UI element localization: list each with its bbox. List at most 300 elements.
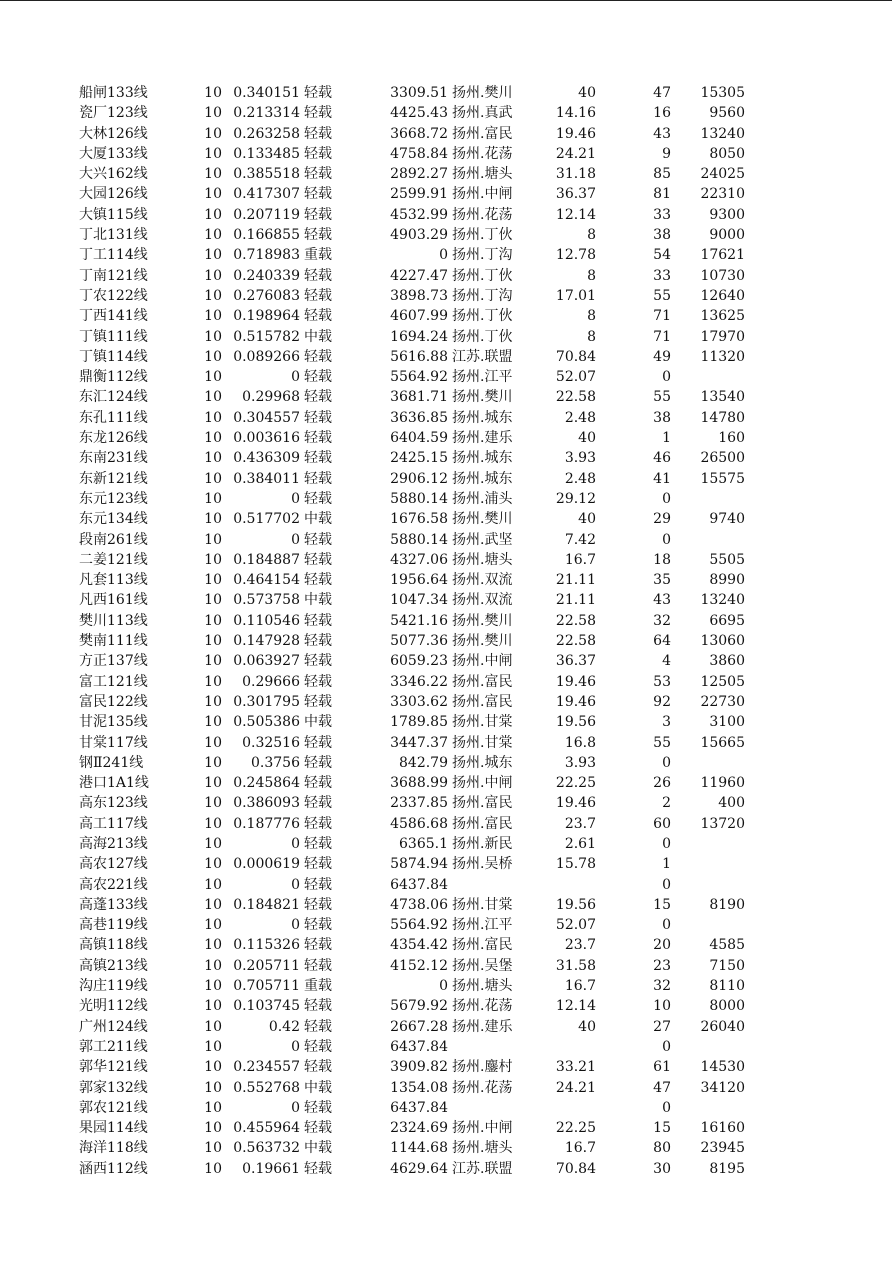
capacity-cell: 9300 [709,206,745,223]
capacity-cell: 8110 [709,978,745,995]
margin-value-cell: 6365.1 [399,835,448,852]
load-rate-cell: 0.115326 [233,937,300,954]
load-rate-cell: 0 [291,1099,300,1116]
count-cell: 0 [662,876,671,893]
distance-cell: 3.93 [564,450,596,467]
line-name-cell: 大厦133线 [79,145,148,162]
voltage-cell: 10 [204,369,222,386]
table-row [0,327,892,347]
count-cell: 64 [653,633,671,650]
load-status-cell: 中载 [304,1140,332,1157]
load-rate-cell: 0.245864 [233,775,300,792]
voltage-cell: 10 [204,267,222,284]
load-rate-cell: 0.205711 [233,957,300,974]
margin-value-cell: 3447.37 [390,734,448,751]
capacity-cell: 8190 [709,896,745,913]
capacity-cell: 24025 [700,166,745,183]
load-status-cell: 轻载 [304,815,332,832]
voltage-cell: 10 [204,795,222,812]
count-cell: 15 [653,1120,671,1137]
load-status-cell: 轻载 [304,267,332,284]
distance-cell: 8 [587,267,596,284]
margin-value-cell: 4425.43 [390,105,448,122]
margin-value-cell: 4903.29 [390,227,448,244]
line-name-cell: 广州124线 [79,1018,148,1035]
margin-value-cell: 5077.36 [390,633,448,650]
count-cell: 30 [653,1160,671,1177]
line-name-cell: 船闸133线 [79,85,148,101]
voltage-cell: 10 [204,1140,222,1157]
voltage-cell: 10 [204,247,222,264]
capacity-cell: 22310 [700,186,745,203]
voltage-cell: 10 [204,409,222,426]
distance-cell: 12.14 [555,206,596,223]
load-rate-cell: 0.573758 [233,592,300,609]
substation-cell: 扬州.丁沟 [452,287,513,304]
load-status-cell: 轻载 [304,937,332,954]
load-rate-cell: 0 [291,1038,300,1055]
distance-cell: 22.58 [555,389,596,406]
substation-cell: 扬州.甘棠 [452,714,513,731]
voltage-cell: 10 [204,937,222,954]
margin-value-cell: 6059.23 [390,653,448,670]
capacity-cell: 7150 [709,957,745,974]
distance-cell: 70.84 [555,1160,596,1177]
substation-cell: 扬州.花荡 [452,998,513,1015]
load-status-cell: 轻载 [304,409,332,426]
capacity-cell [680,530,745,550]
load-status-cell: 轻载 [304,775,332,792]
voltage-cell: 10 [204,734,222,751]
count-cell: 71 [653,308,671,325]
margin-value-cell: 2425.15 [390,450,448,467]
voltage-cell: 10 [204,856,222,873]
table-row [0,570,892,590]
substation-cell: 扬州.塘头 [452,978,513,995]
substation-cell: 扬州.建乐 [452,1018,513,1035]
sheet-top-border [0,0,892,1]
margin-value-cell: 4758.84 [390,145,448,162]
distance-cell: 19.56 [555,714,596,731]
voltage-cell: 10 [204,1059,222,1076]
distance-cell: 36.37 [555,186,596,203]
load-rate-cell: 0.29666 [242,673,300,690]
table-row [0,428,892,448]
voltage-cell: 10 [204,815,222,832]
count-cell: 92 [653,693,671,710]
load-status-cell: 轻载 [304,673,332,690]
load-rate-cell: 0.213314 [233,105,300,122]
distance-cell: 24.21 [555,145,596,162]
load-rate-cell: 0 [291,876,300,893]
load-status-cell: 轻载 [304,389,332,406]
table-row [0,611,892,631]
capacity-cell: 9560 [709,105,745,122]
margin-value-cell: 4738.06 [390,896,448,913]
capacity-cell [680,753,745,773]
line-name-cell: 东元123线 [79,490,148,507]
load-status-cell: 轻载 [304,531,332,548]
capacity-cell: 9740 [709,511,745,528]
voltage-cell: 10 [204,511,222,528]
load-status-cell: 轻载 [304,754,332,771]
count-cell: 26 [653,775,671,792]
voltage-cell: 10 [204,775,222,792]
substation-cell: 扬州.武坚 [452,531,513,548]
table-row [0,306,892,326]
margin-value-cell: 1694.24 [390,328,448,345]
line-name-cell: 东龙126线 [79,430,148,447]
line-name-cell: 高农221线 [79,876,148,893]
capacity-cell: 9000 [709,227,745,244]
count-cell: 35 [653,572,671,589]
margin-value-cell: 0 [439,978,448,995]
line-name-cell: 东孔111线 [79,409,148,426]
distance-cell: 8 [587,328,596,345]
margin-value-cell: 5880.14 [390,490,448,507]
line-name-cell: 丁北131线 [79,227,148,244]
capacity-cell [680,1098,745,1118]
count-cell: 0 [662,835,671,852]
voltage-cell: 10 [204,125,222,142]
load-status-cell: 轻载 [304,876,332,893]
load-status-cell: 轻载 [304,348,332,365]
line-name-cell: 涵西112线 [79,1160,148,1177]
margin-value-cell: 1956.64 [390,572,448,589]
table-row [0,387,892,407]
load-rate-cell: 0.515782 [233,328,300,345]
substation-cell: 扬州.双流 [452,592,513,609]
line-name-cell: 大园126线 [79,186,148,203]
load-rate-cell: 0.19661 [242,1160,300,1177]
voltage-cell: 10 [204,389,222,406]
voltage-cell: 10 [204,227,222,244]
table-row [0,733,892,753]
distance-cell: 23.7 [564,937,596,954]
load-rate-cell: 0.184821 [233,896,300,913]
distance-cell: 2.48 [564,470,596,487]
margin-value-cell: 5564.92 [390,917,448,934]
line-name-cell: 丁农122线 [79,287,148,304]
substation-cell: 扬州.花荡 [452,1079,513,1096]
voltage-cell: 10 [204,450,222,467]
load-rate-cell: 0.240339 [233,267,300,284]
distance-cell: 2.61 [564,835,596,852]
table-row [0,996,892,1016]
distance-cell: 36.37 [555,653,596,670]
distance-cell [530,1098,596,1118]
substation-cell: 扬州.江平 [452,369,513,386]
substation-cell: 扬州.塘头 [452,551,513,568]
capacity-cell: 26040 [700,1018,745,1035]
margin-value-cell: 1354.08 [390,1079,448,1096]
substation-cell: 扬州.丁沟 [452,247,513,264]
count-cell: 81 [653,186,671,203]
table-row [0,448,892,468]
distance-cell: 14.16 [555,105,596,122]
line-name-cell: 丁工114线 [79,247,148,264]
distance-cell: 16.7 [564,1140,596,1157]
distance-cell: 21.11 [555,592,596,609]
distance-cell: 21.11 [555,572,596,589]
voltage-cell: 10 [204,917,222,934]
margin-value-cell: 4607.99 [390,308,448,325]
substation-cell: 扬州.富民 [452,795,513,812]
margin-value-cell: 6437.84 [390,1038,448,1055]
distance-cell: 19.56 [555,896,596,913]
table-row [0,205,892,225]
load-status-cell: 中载 [304,1079,332,1096]
distance-cell: 12.78 [555,247,596,264]
load-status-cell: 轻载 [304,1099,332,1116]
capacity-cell [680,367,745,387]
load-status-cell: 轻载 [304,693,332,710]
load-rate-cell: 0.301795 [233,693,300,710]
substation-cell: 扬州.甘棠 [452,896,513,913]
line-name-cell: 钢Ⅱ241线 [79,754,144,771]
load-status-cell: 轻载 [304,145,332,162]
margin-value-cell: 1676.58 [390,511,448,528]
distance-cell: 15.78 [555,856,596,873]
table-row [0,408,892,428]
table-row [0,225,892,245]
distance-cell: 40 [578,511,596,528]
line-name-cell: 高镇118线 [79,937,148,954]
distance-cell: 33.21 [555,1059,596,1076]
load-rate-cell: 0.517702 [233,511,300,528]
load-rate-cell: 0.089266 [233,348,300,365]
voltage-cell: 10 [204,490,222,507]
capacity-cell: 17621 [700,247,745,264]
voltage-cell: 10 [204,470,222,487]
line-name-cell: 樊南111线 [79,633,148,650]
substation-cell [452,1098,524,1118]
count-cell: 9 [662,145,671,162]
capacity-cell: 13240 [700,592,745,609]
line-name-cell: 东元134线 [79,511,148,528]
line-name-cell: 郭华121线 [79,1059,148,1076]
load-rate-cell: 0.29968 [242,389,300,406]
load-rate-cell: 0.386093 [233,795,300,812]
count-cell: 3 [662,714,671,731]
capacity-cell: 11320 [700,348,745,365]
substation-cell: 扬州.中闸 [452,775,513,792]
load-rate-cell: 0.552768 [233,1079,300,1096]
line-name-cell: 果园114线 [79,1120,148,1137]
margin-value-cell: 2337.85 [390,795,448,812]
distance-cell: 19.46 [555,673,596,690]
table-row [0,509,892,529]
count-cell: 1 [662,856,671,873]
load-rate-cell: 0.110546 [233,612,300,629]
line-name-cell: 光明112线 [79,998,148,1015]
distance-cell: 24.21 [555,1079,596,1096]
count-cell: 18 [653,551,671,568]
line-name-cell: 大兴162线 [79,166,148,183]
margin-value-cell: 3346.22 [390,673,448,690]
capacity-cell: 12640 [700,287,745,304]
capacity-cell: 22730 [700,693,745,710]
count-cell: 38 [653,409,671,426]
table-row [0,245,892,265]
margin-value-cell: 4354.42 [390,937,448,954]
substation-cell: 扬州.甘棠 [452,734,513,751]
count-cell: 0 [662,754,671,771]
distance-cell [530,1037,596,1057]
distance-cell: 31.58 [555,957,596,974]
voltage-cell: 10 [204,85,222,101]
line-name-cell: 富工121线 [79,673,148,690]
margin-value-cell: 0 [439,247,448,264]
load-status-cell: 重载 [304,247,332,264]
count-cell: 10 [653,998,671,1015]
load-status-cell: 轻载 [304,998,332,1015]
capacity-cell: 15665 [700,734,745,751]
substation-cell: 扬州.富民 [452,937,513,954]
voltage-cell: 10 [204,876,222,893]
voltage-cell: 10 [204,1018,222,1035]
distance-cell: 23.7 [564,815,596,832]
load-status-cell: 轻载 [304,551,332,568]
line-name-cell: 鼎衡112线 [79,369,148,386]
voltage-cell: 10 [204,1038,222,1055]
load-status-cell: 轻载 [304,369,332,386]
capacity-cell: 13240 [700,125,745,142]
count-cell: 29 [653,511,671,528]
substation-cell: 扬州.中闸 [452,653,513,670]
capacity-cell: 3100 [709,714,745,731]
substation-cell: 扬州.丁伙 [452,308,513,325]
substation-cell: 扬州.中闸 [452,186,513,203]
voltage-cell: 10 [204,957,222,974]
line-name-cell: 凡西161线 [79,592,148,609]
distance-cell: 7.42 [564,531,596,548]
substation-cell: 扬州.中闸 [452,1120,513,1137]
voltage-cell: 10 [204,653,222,670]
count-cell: 71 [653,328,671,345]
load-status-cell: 中载 [304,328,332,345]
margin-value-cell: 4152.12 [390,957,448,974]
table-row [0,956,892,976]
table-row [0,814,892,834]
line-name-cell: 段南261线 [79,531,148,548]
substation-cell: 扬州.丁伙 [452,328,513,345]
capacity-cell: 15305 [700,85,745,101]
margin-value-cell: 3909.82 [390,1059,448,1076]
distance-cell: 22.25 [555,1120,596,1137]
substation-cell: 扬州.丁伙 [452,267,513,284]
load-status-cell: 轻载 [304,105,332,122]
capacity-cell: 13625 [700,308,745,325]
load-rate-cell: 0.184887 [233,551,300,568]
load-status-cell: 轻载 [304,206,332,223]
load-rate-cell: 0.385518 [233,166,300,183]
capacity-cell: 16160 [700,1120,745,1137]
capacity-cell: 14530 [700,1059,745,1076]
voltage-cell: 10 [204,612,222,629]
voltage-cell: 10 [204,1120,222,1137]
margin-value-cell: 4532.99 [390,206,448,223]
line-name-cell: 郭工211线 [79,1038,148,1055]
table-row [0,753,892,773]
margin-value-cell: 5616.88 [390,348,448,365]
line-name-cell: 东汇124线 [79,389,148,406]
voltage-cell: 10 [204,287,222,304]
count-cell: 54 [653,247,671,264]
load-status-cell: 轻载 [304,795,332,812]
load-status-cell: 轻载 [304,835,332,852]
count-cell: 16 [653,105,671,122]
table-row [0,103,892,123]
load-rate-cell: 0.32516 [242,734,300,751]
capacity-cell: 13060 [700,633,745,650]
table-row [0,1118,892,1138]
count-cell: 43 [653,592,671,609]
substation-cell: 扬州.樊川 [452,85,513,101]
voltage-cell: 10 [204,348,222,365]
substation-cell: 扬州.丁伙 [452,227,513,244]
substation-cell: 扬州.塘头 [452,1140,513,1157]
substation-cell: 扬州.城东 [452,450,513,467]
capacity-cell: 34120 [700,1079,745,1096]
capacity-cell: 4585 [709,937,745,954]
table-row [0,1138,892,1158]
count-cell: 55 [653,287,671,304]
count-cell: 60 [653,815,671,832]
load-rate-cell: 0.000619 [233,856,300,873]
voltage-cell: 10 [204,186,222,203]
load-rate-cell: 0.304557 [233,409,300,426]
distance-cell: 29.12 [555,490,596,507]
load-rate-cell: 0.705711 [233,978,300,995]
table-row [0,164,892,184]
voltage-cell: 10 [204,572,222,589]
capacity-cell [680,854,745,874]
line-name-cell: 高蓬133线 [79,896,148,913]
count-cell: 4 [662,653,671,670]
substation-cell: 扬州.吴桥 [452,856,513,873]
load-status-cell: 轻载 [304,653,332,670]
margin-value-cell: 5874.94 [390,856,448,873]
count-cell: 0 [662,1099,671,1116]
substation-cell: 扬州.富民 [452,125,513,142]
load-status-cell: 轻载 [304,1120,332,1137]
line-name-cell: 郭农121线 [79,1099,148,1116]
margin-value-cell: 3303.62 [390,693,448,710]
margin-value-cell: 1047.34 [390,592,448,609]
line-name-cell: 郭家132线 [79,1079,148,1096]
load-rate-cell: 0.147928 [233,633,300,650]
substation-cell: 扬州.樊川 [452,389,513,406]
count-cell: 38 [653,227,671,244]
load-status-cell: 轻载 [304,1160,332,1177]
load-rate-cell: 0.063927 [233,653,300,670]
substation-cell: 扬州.城东 [452,409,513,426]
line-name-cell: 丁镇111线 [79,328,148,345]
load-rate-cell: 0.234557 [233,1059,300,1076]
load-rate-cell: 0 [291,490,300,507]
margin-value-cell: 4227.47 [390,267,448,284]
voltage-cell: 10 [204,328,222,345]
load-rate-cell: 0.276083 [233,287,300,304]
voltage-cell: 10 [204,1160,222,1177]
margin-value-cell: 4586.68 [390,815,448,832]
count-cell: 32 [653,612,671,629]
table-row [0,124,892,144]
voltage-cell: 10 [204,551,222,568]
table-row [0,1078,892,1098]
capacity-cell: 3860 [709,653,745,670]
